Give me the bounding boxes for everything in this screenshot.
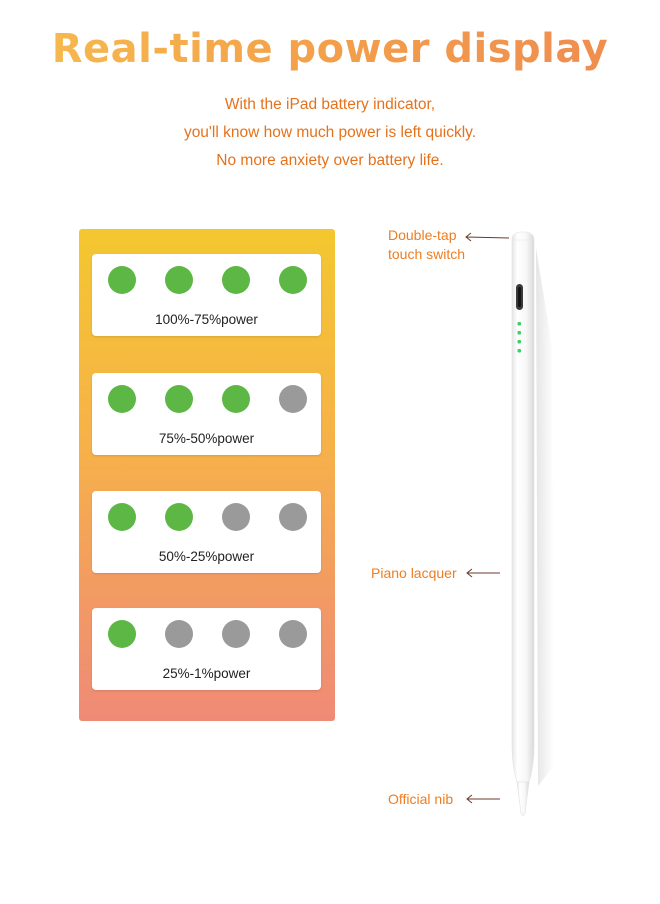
stylus-pen-image <box>480 226 570 836</box>
battery-level-card <box>92 254 321 336</box>
battery-level-label: 25%-1%power <box>162 666 251 681</box>
battery-levels-panel <box>79 229 335 721</box>
double-tap-label-line2: touch switch <box>388 246 466 262</box>
piano-lacquer-label: Piano lacquer <box>371 565 457 581</box>
battery-dot-lit <box>222 385 250 413</box>
double-tap-label-line1: Double-tap <box>388 227 457 243</box>
battery-dot-unlit <box>222 503 250 531</box>
battery-dot-lit <box>165 266 193 294</box>
battery-dot-lit <box>108 385 136 413</box>
battery-level-label: 100%-75%power <box>155 312 258 327</box>
official-nib-label: Official nib <box>388 791 454 807</box>
battery-level-label: 75%-50%power <box>158 431 255 446</box>
subtitle-line-3: No more anxiety over battery life. <box>216 152 444 169</box>
battery-dots <box>108 266 308 294</box>
battery-level-card <box>92 373 321 455</box>
battery-level-card <box>92 608 321 690</box>
battery-dot-unlit <box>165 620 193 648</box>
battery-dot-unlit <box>279 503 307 531</box>
battery-dot-lit <box>279 266 307 294</box>
subtitle-line-2: you'll know how much power is left quickly. <box>183 124 477 141</box>
headline: Real-time power display <box>0 26 660 72</box>
subtitle-line-1: With the iPad battery indicator, <box>224 96 436 113</box>
battery-dot-lit <box>108 266 136 294</box>
battery-dot-lit <box>222 266 250 294</box>
battery-level-card <box>92 491 321 573</box>
battery-dot-lit <box>108 620 136 648</box>
double-tap-callout <box>388 226 465 264</box>
battery-dot-unlit <box>279 385 307 413</box>
battery-dot-lit <box>165 385 193 413</box>
battery-dot-unlit <box>222 620 250 648</box>
battery-dot-unlit <box>279 620 307 648</box>
battery-dots <box>108 503 308 531</box>
battery-dot-lit <box>108 503 136 531</box>
battery-level-label: 50%-25%power <box>158 549 255 564</box>
battery-dots <box>108 385 308 413</box>
battery-dots <box>108 620 308 648</box>
battery-dot-lit <box>165 503 193 531</box>
